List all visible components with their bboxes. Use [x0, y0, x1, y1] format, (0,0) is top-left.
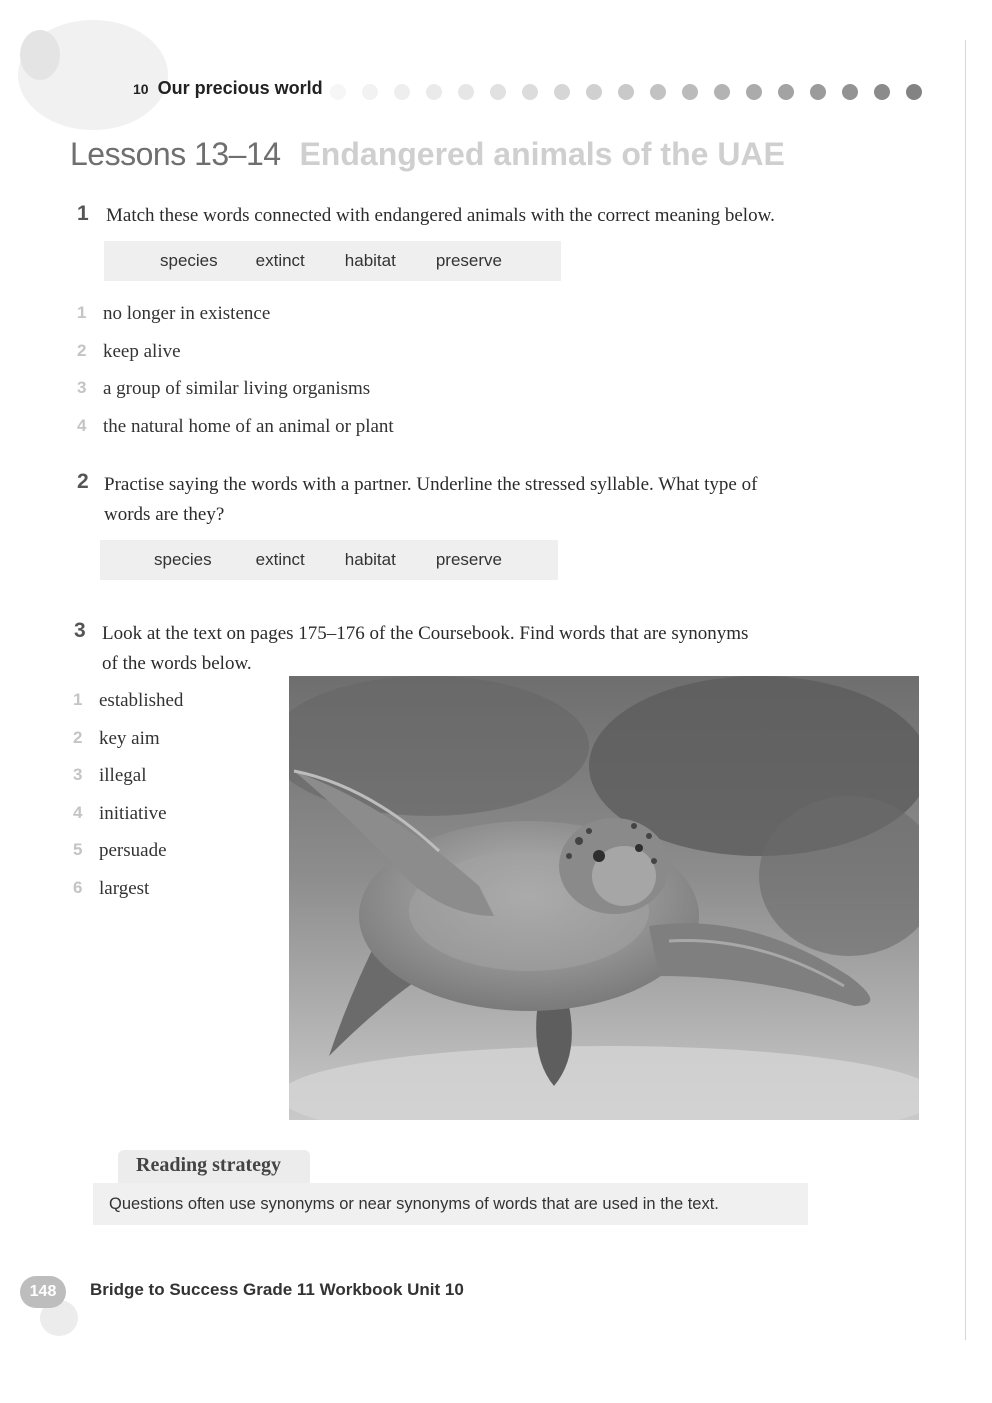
- list-item: [73, 878, 183, 916]
- header-dot: [906, 84, 922, 100]
- list-item: [77, 341, 394, 379]
- item-text: no longer in existence: [103, 303, 271, 324]
- word-box-item: extinct: [255, 251, 305, 270]
- exercise-1-number: 1: [77, 202, 89, 225]
- item-number: 4: [73, 802, 83, 822]
- header-dot: [618, 84, 634, 100]
- header-dot: [682, 84, 698, 100]
- exercise-1-instruction: Match these words connected with endangered animals with the correct meaning below.: [106, 205, 775, 226]
- item-text: keep alive: [103, 340, 181, 362]
- item-number: 1: [77, 303, 87, 322]
- item-number: 3: [77, 378, 87, 397]
- list-item: [77, 416, 394, 454]
- exercise-2-number: 2: [77, 470, 89, 493]
- word-box-item: habitat: [344, 251, 396, 270]
- lesson-number: Lessons 13–14: [70, 136, 281, 172]
- reading-strategy-text: Questions often use synonyms or near synonyms of words that are used in the text.: [109, 1194, 719, 1213]
- word-box-item: preserve: [435, 550, 502, 569]
- item-text: illegal: [99, 765, 147, 786]
- word-box-item: preserve: [435, 251, 502, 270]
- list-item: [77, 378, 394, 416]
- header-dot: [650, 84, 666, 100]
- header-dot: [714, 84, 730, 100]
- item-text: key aim: [99, 727, 160, 749]
- list-item: [73, 803, 183, 841]
- header-dot: [522, 84, 538, 100]
- item-number: 5: [73, 840, 83, 859]
- list-item: [77, 303, 394, 341]
- exercise-3-number: 3: [74, 619, 86, 642]
- reading-strategy-box: [93, 1183, 808, 1225]
- header-dot: [746, 84, 762, 100]
- exercise-3-instruction-line: of the words below.: [102, 653, 252, 674]
- reading-strategy-title: Reading strategy: [136, 1154, 281, 1176]
- sea-turtle-photo: [289, 676, 919, 1120]
- header-dot: [554, 84, 570, 100]
- list-item: [73, 690, 183, 728]
- unit-number: 10: [133, 81, 149, 97]
- item-number: 3: [73, 765, 83, 784]
- exercise-3-list: [73, 690, 183, 915]
- exercise-1-list: [77, 303, 394, 453]
- item-text: a group of similar living organisms: [103, 378, 371, 399]
- item-number: 4: [77, 415, 87, 435]
- item-number: 2: [77, 340, 87, 360]
- lesson-heading: Endangered animals of the UAE: [299, 136, 785, 172]
- list-item: [73, 728, 183, 766]
- unit-title: Our precious world: [157, 78, 323, 98]
- exercise-2-instruction-line: words are they?: [104, 504, 225, 525]
- unit-header: [133, 78, 323, 99]
- list-item: [73, 765, 183, 803]
- word-box-item: extinct: [255, 550, 305, 569]
- exercise-2-instruction-line: Practise saying the words with a partner. Underline the stressed syllable. What type of: [104, 474, 758, 495]
- item-number: 2: [73, 727, 83, 747]
- header-dot: [426, 84, 442, 100]
- header-dot: [874, 84, 890, 100]
- word-box-item: habitat: [344, 550, 396, 569]
- item-text: established: [99, 690, 184, 711]
- footer-book-title: Bridge to Success Grade 11 Workbook Unit 10: [90, 1280, 464, 1299]
- header-dot: [810, 84, 826, 100]
- header-dot: [330, 84, 346, 100]
- item-number: 1: [73, 690, 83, 709]
- header-dot: [458, 84, 474, 100]
- page-edge: [965, 40, 966, 1340]
- header-dot-row: [330, 84, 922, 100]
- list-item: [73, 840, 183, 878]
- item-text: largest: [99, 877, 150, 899]
- item-number: 6: [73, 877, 83, 897]
- item-text: initiative: [99, 802, 167, 824]
- exercise-2-instruction: [104, 470, 757, 530]
- header-dot: [362, 84, 378, 100]
- corner-decoration-dark: [20, 30, 60, 80]
- page-number: 148: [20, 1276, 66, 1308]
- item-text: persuade: [99, 840, 167, 861]
- word-box-item: species: [154, 550, 212, 569]
- lesson-title: [70, 136, 785, 173]
- item-text: the natural home of an animal or plant: [103, 415, 394, 437]
- exercise-2-word-box: [100, 540, 558, 580]
- header-dot: [394, 84, 410, 100]
- exercise-3-instruction: [102, 619, 748, 679]
- header-dot: [490, 84, 506, 100]
- exercise-3-instruction-line: Look at the text on pages 175–176 of the Coursebook. Find words that are synonyms: [102, 623, 749, 644]
- header-dot: [842, 84, 858, 100]
- exercise-1-word-box: [104, 241, 561, 281]
- header-dot: [586, 84, 602, 100]
- header-dot: [778, 84, 794, 100]
- word-box-item: species: [160, 251, 218, 270]
